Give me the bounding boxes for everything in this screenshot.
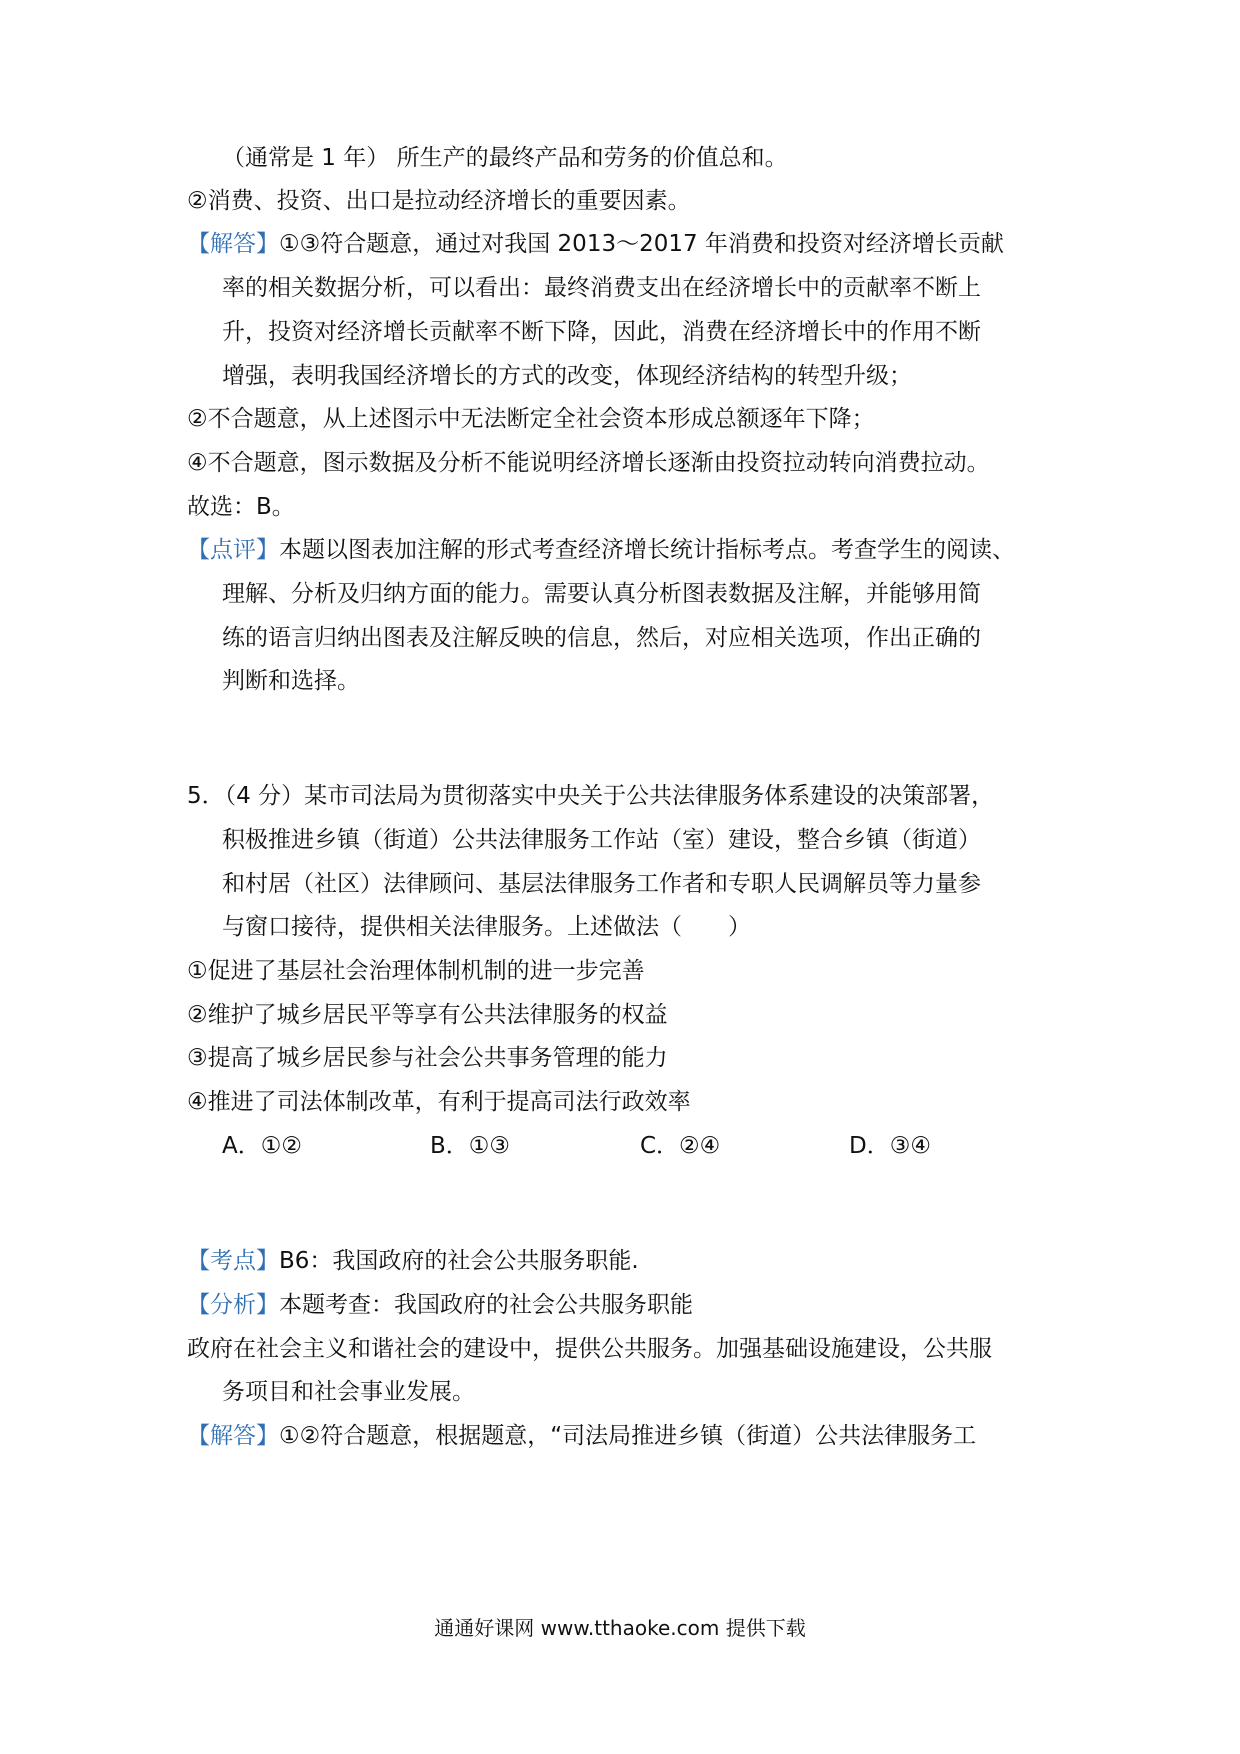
comment-line-4: 判断和选择。 bbox=[222, 668, 360, 694]
q5-stem-line-3: 和村居（社区）法律顾问、基层法律服务工作者和专职人民调解员等力量参 bbox=[222, 871, 981, 897]
footer-watermark: 通通好课网 www.tthaoke.com 提供下载 bbox=[434, 1616, 806, 1640]
comment-line-3: 练的语言归纳出图表及注解反映的信息，然后，对应相关选项，作出正确的 bbox=[222, 625, 981, 651]
option-d: D．③④ bbox=[849, 1133, 931, 1159]
q5-item-3: ③提高了城乡居民参与社会公共事务管理的能力 bbox=[187, 1045, 668, 1071]
comment-line-1: 【点评】本题以图表加注解的形式考查经济增长统计指标考点。考查学生的阅读、 bbox=[187, 537, 1015, 563]
analysis-tag: 【分析】 bbox=[187, 1292, 279, 1318]
point-tag: 【考点】 bbox=[187, 1248, 279, 1274]
option-a: A．①② bbox=[222, 1133, 302, 1159]
q5-answer-line: 【解答】①②符合题意，根据题意，“司法局推进乡镇（街道）公共法律服务工 bbox=[187, 1423, 977, 1449]
prev-answer-line-1: 【解答】①③符合题意，通过对我国 2013～2017 年消费和投资对经济增长贡献 bbox=[187, 231, 1004, 257]
q5-stem-line-1: 5．（4 分）某市司法局为贯彻落实中央关于公共法律服务体系建设的决策部署， bbox=[187, 783, 995, 809]
prev-line-1: （通常是 1 年） 所生产的最终产品和劳务的价值总和。 bbox=[222, 145, 788, 171]
prev-line-2: ②消费、投资、出口是拉动经济增长的重要因素。 bbox=[187, 188, 691, 214]
q5-stem-line-4: 与窗口接待，提供相关法律服务。上述做法（ ） bbox=[222, 914, 751, 940]
analysis-body-line-2: 务项目和社会事业发展。 bbox=[222, 1379, 475, 1405]
option-c: C．②④ bbox=[640, 1133, 721, 1159]
q5-answer-tag: 【解答】 bbox=[187, 1423, 279, 1449]
option-b: B．①③ bbox=[430, 1133, 511, 1159]
analysis-body-line-1: 政府在社会主义和谐社会的建设中，提供公共服务。加强基础设施建设，公共服 bbox=[187, 1336, 992, 1362]
prev-answer-line-2: 率的相关数据分析，可以看出：最终消费支出在经济增长中的贡献率不断上 bbox=[222, 275, 981, 301]
answer-tag: 【解答】 bbox=[187, 231, 279, 257]
comment-tag: 【点评】 bbox=[187, 537, 279, 563]
point-line: 【考点】B6：我国政府的社会公共服务职能. bbox=[187, 1248, 639, 1274]
prev-extra-line-1: ②不合题意，从上述图示中无法断定全社会资本形成总额逐年下降； bbox=[187, 406, 875, 432]
prev-extra-line-3: 故选：B。 bbox=[187, 494, 295, 520]
prev-answer-line-3: 升，投资对经济增长贡献率不断下降，因此，消费在经济增长中的作用不断 bbox=[222, 319, 981, 345]
q5-item-2: ②维护了城乡居民平等享有公共法律服务的权益 bbox=[187, 1002, 668, 1028]
q5-item-1: ①促进了基层社会治理体制机制的进一步完善 bbox=[187, 958, 645, 984]
prev-extra-line-2: ④不合题意，图示数据及分析不能说明经济增长逐渐由投资拉动转向消费拉动。 bbox=[187, 450, 990, 476]
comment-line-2: 理解、分析及归纳方面的能力。需要认真分析图表数据及注解，并能够用简 bbox=[222, 581, 981, 607]
prev-answer-line-4: 增强，表明我国经济增长的方式的改变，体现经济结构的转型升级； bbox=[222, 363, 912, 389]
analysis-line: 【分析】本题考查：我国政府的社会公共服务职能 bbox=[187, 1292, 693, 1318]
q5-item-4: ④推进了司法体制改革，有利于提高司法行政效率 bbox=[187, 1089, 691, 1115]
q5-stem-line-2: 积极推进乡镇（街道）公共法律服务工作站（室）建设，整合乡镇（街道） bbox=[222, 827, 981, 853]
